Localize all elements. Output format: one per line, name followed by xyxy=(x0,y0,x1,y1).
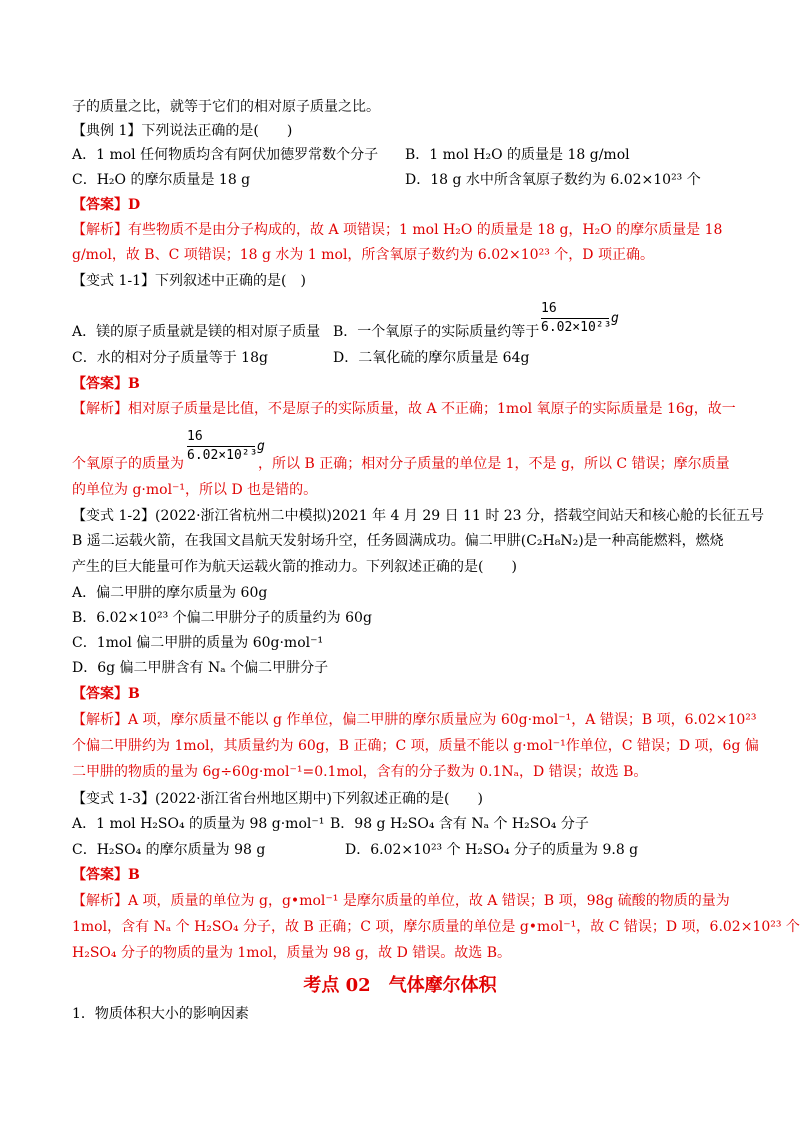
example-1-title: 【典例 1】下列说法正确的是( ) xyxy=(72,123,293,139)
variant-1-2-explanation-3: 二甲肼的物质的量为 6g÷60g·mol⁻¹=0.1mol，含有的分子数为 0.1Nₐ，D 错误；故选 B。 xyxy=(72,764,648,780)
variant-1-1-option-c: C．水的相对分子质量等于 18g xyxy=(72,350,268,366)
variant-1-2-answer: 【答案】B xyxy=(72,686,140,702)
text-line: 子的质量之比，就等于它们的相对原子质量之比。 xyxy=(72,99,380,115)
fraction-numerator: 16 xyxy=(541,301,557,316)
variant-1-1-title: 【变式 1-1】下列叙述中正确的是( ) xyxy=(72,273,306,289)
variant-1-1-option-d: D．二氧化硫的摩尔质量是 64g xyxy=(333,350,530,366)
variant-1-3-explanation-2: 1mol，含有 Nₐ 个 H₂SO₄ 分子，故 B 正确；C 项，摩尔质量的单位是 g•mol⁻¹，故 C 错误；D 项，6.02×10²³ 个 xyxy=(72,919,800,935)
variant-1-2-title-3: 产生的巨大能量可作为航天运载火箭的推动力。下列叙述正确的是( ) xyxy=(72,559,517,575)
variant-1-2-title-2: B 遥二运载火箭，在我国文昌航天发射场升空，任务圆满成功。偏二甲肼(C₂H₈N₂)是一种高能燃料，燃烧 xyxy=(72,533,724,549)
fraction-16-over-avogadro xyxy=(541,301,621,337)
variant-1-1-answer: 【答案】B xyxy=(72,376,140,392)
example-1-option-b: B．1 mol H₂O 的质量是 18 g/mol xyxy=(405,147,630,163)
variant-1-2-option-c: C．1mol 偏二甲肼的质量为 60g·mol⁻¹ xyxy=(72,635,324,651)
variant-1-2-option-d: D．6g 偏二甲肼含有 Nₐ 个偏二甲肼分子 xyxy=(72,660,329,676)
fraction-denominator: 6.02×10²³ xyxy=(187,448,258,463)
variant-1-3-explanation-1: 【解析】A 项，质量的单位为 g，g•mol⁻¹ 是摩尔质量的单位，故 A 错误；B 项，98g 硫酸的物质的量为 xyxy=(72,893,730,909)
example-1-option-d: D．18 g 水中所含氧原子数约为 6.02×10²³ 个 xyxy=(405,172,701,188)
variant-1-2-title-1: 【变式 1-2】(2022·浙江省杭州二中模拟)2021 年 4 月 29 日 11 时 23 分，搭载空间站天和核心舱的长征五号 xyxy=(72,508,765,524)
variant-1-3-answer: 【答案】B xyxy=(72,867,140,883)
variant-1-1-explanation-2b: ，所以 B 正确；相对分子质量的单位是 1，不是 g，所以 C 错误；摩尔质量 xyxy=(258,456,730,472)
variant-1-1-explanation-2a: 个氧原子的质量为 xyxy=(72,456,184,472)
fraction-numerator: 16 xyxy=(187,429,203,444)
variant-1-2-explanation-2: 个偏二甲肼约为 1mol，其质量约为 60g，B 正确；C 项，质量不能以 g·mol⁻¹作单位，C 错误；D 项，6g 偏 xyxy=(72,738,759,754)
fraction-16-over-avogadro-2 xyxy=(187,429,267,465)
fraction-unit: g xyxy=(611,311,619,326)
variant-1-3-option-c: C．H₂SO₄ 的摩尔质量为 98 g xyxy=(72,842,266,858)
variant-1-3-title: 【变式 1-3】(2022·浙江省台州地区期中)下列叙述正确的是( ) xyxy=(72,791,483,807)
variant-1-2-option-b: B．6.02×10²³ 个偏二甲肼分子的质量约为 60g xyxy=(72,610,372,626)
variant-1-1-explanation-3: 的单位为 g·mol⁻¹，所以 D 也是错的。 xyxy=(72,482,318,498)
variant-1-1-explanation-1: 【解析】相对原子质量是比值，不是原子的实际质量，故 A 不正确；1mol 氧原子的实际质量是 16g，故一 xyxy=(72,401,736,417)
fraction-denominator: 6.02×10²³ xyxy=(541,320,612,335)
subsection-item: 1．物质体积大小的影响因素 xyxy=(72,1006,249,1022)
variant-1-2-option-a: A．偏二甲肼的摩尔质量为 60g xyxy=(72,585,268,601)
variant-1-1-option-b: B．一个氧原子的实际质量约等于 xyxy=(333,324,540,340)
variant-1-3-explanation-3: H₂SO₄ 分子的物质的量为 1mol，质量为 98 g，故 D 错误。故选 B。 xyxy=(72,945,512,961)
variant-1-3-option-a: A．1 mol H₂SO₄ 的质量为 98 g·mol⁻¹ xyxy=(72,816,325,832)
fraction-bar xyxy=(541,318,609,319)
example-1-option-c: C．H₂O 的摩尔质量是 18 g xyxy=(72,172,251,188)
variant-1-3-option-d: D．6.02×10²³ 个 H₂SO₄ 分子的质量为 9.8 g xyxy=(345,842,639,858)
example-1-explanation-1: 【解析】有些物质不是由分子构成的，故 A 项错误；1 mol H₂O 的质量是 18 g，H₂O 的摩尔质量是 18 xyxy=(72,222,723,238)
variant-1-1-option-a: A．镁的原子质量就是镁的相对原子质量 xyxy=(72,324,321,340)
variant-1-2-explanation-1: 【解析】A 项，摩尔质量不能以 g 作单位，偏二甲肼的摩尔质量应为 60g·mol⁻¹，A 错误；B 项，6.02×10²³ xyxy=(72,712,757,728)
fraction-bar xyxy=(187,446,255,447)
fraction-unit: g xyxy=(257,439,265,454)
example-1-explanation-2: g/mol，故 B、C 项错误；18 g 水为 1 mol，所含氧原子数约为 6.02×10²³ 个，D 项正确。 xyxy=(72,247,654,263)
example-1-option-a: A．1 mol 任何物质均含有阿伏加德罗常数个分子 xyxy=(72,147,379,163)
example-1-answer: 【答案】D xyxy=(72,197,141,213)
variant-1-3-option-b: B．98 g H₂SO₄ 含有 Nₐ 个 H₂SO₄ 分子 xyxy=(330,816,589,832)
section-heading: 考点 02 气体摩尔体积 xyxy=(303,975,497,996)
